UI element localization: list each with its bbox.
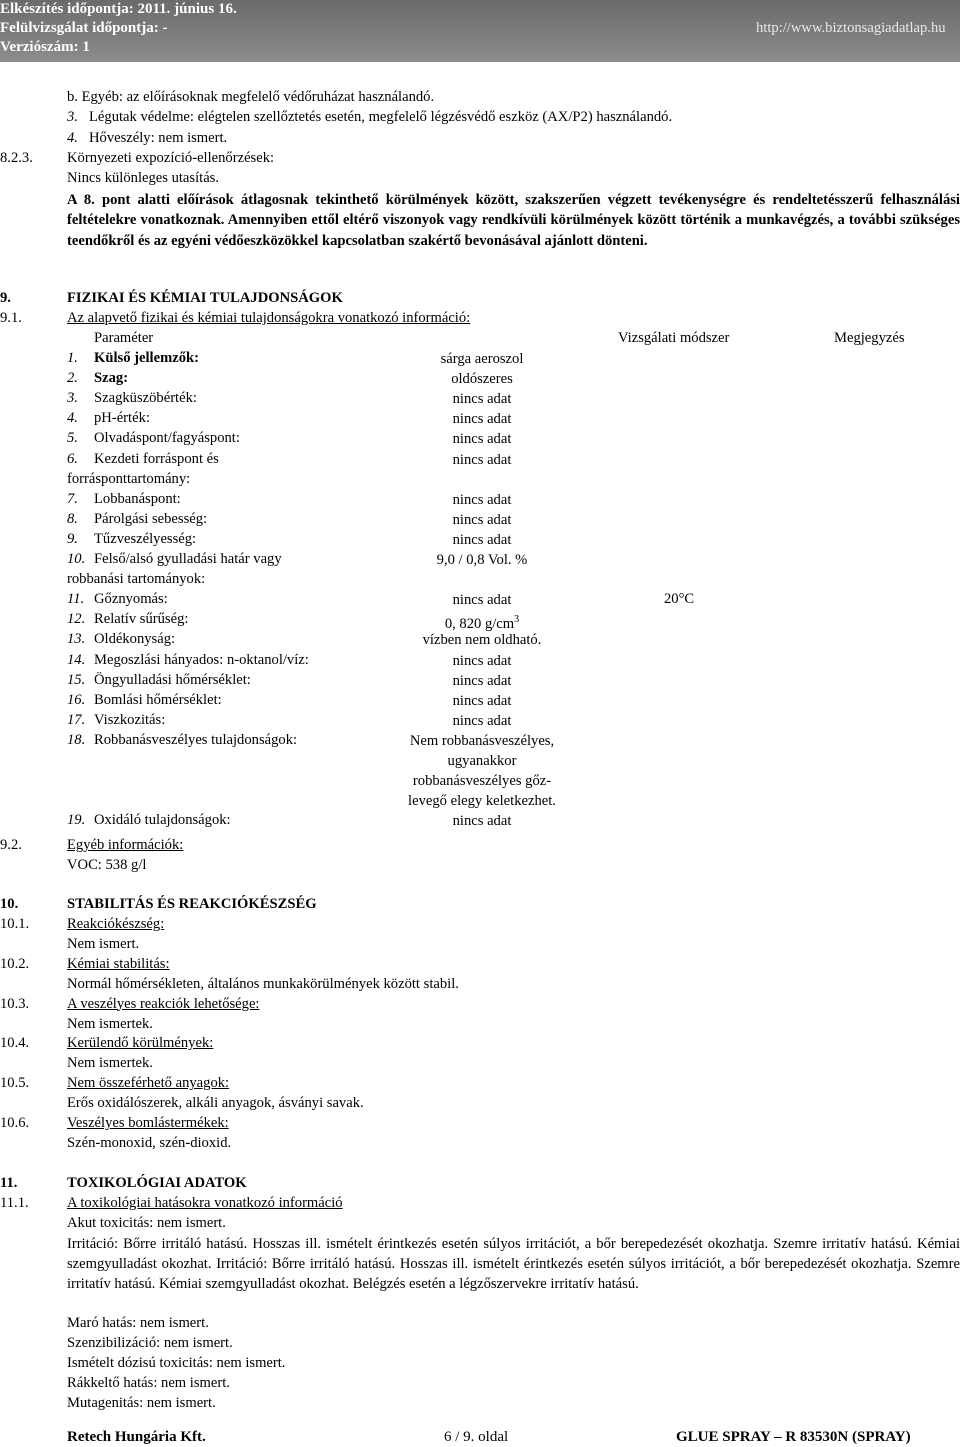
section8-note [67, 190, 960, 251]
property-num: 7. [67, 490, 78, 507]
section-num: 10. [0, 896, 19, 912]
property-num: 2. [67, 370, 78, 387]
property-label: Relatív sűrűség: [94, 611, 189, 628]
section9-title: FIZIKAI ÉS KÉMIAI TULAJDONSÁGOK [67, 290, 343, 306]
section-num: 10.2. [0, 955, 30, 972]
subsection-title: Veszélyes bomlástermékek: [67, 1115, 229, 1131]
col-header-method: Vizsgálati módszer [618, 330, 730, 346]
property-value [382, 811, 582, 831]
col-header-param: Paraméter [94, 330, 154, 346]
property-num: 12. [67, 611, 86, 628]
property-value-text: nincs adat [452, 491, 512, 508]
property-value-sup: 3 [514, 614, 520, 626]
col-header-note: Megjegyzés [834, 330, 905, 346]
property-label: Robbanásveszélyes tulajdonságok: [94, 731, 298, 748]
property-num: 8. [67, 510, 78, 527]
property-label: Viszkozitás: [94, 711, 166, 728]
property-num: 15. [67, 671, 86, 688]
irritation-text: Irritáció: Bőrre irritáló hatású. Hosszas ill. ismételt érintkezés esetén súlyos irritációt, a bőr berepedezését okozhatja. Szemre irritatív hatású. Kémiai szemgyulladást okozhat. Irritáció: Bőrre irritáló hatású. Hosszas ill. ismételt érintkezés esetén súlyos irritációt, a bőr berepedezését okozhatja. Szemre irritatív hatású. Kémiai szemgyulladást okozhat. Belégzés esetén a légzőszervekre irritatív hatású. [67, 1236, 960, 1293]
property-value: robbanásveszélyes gőz- [412, 772, 552, 789]
property-note: 20°C [664, 591, 695, 608]
env-exposure-title: Környezeti expozíció-ellenőrzések: [67, 150, 275, 166]
property-value: Nem robbanásveszélyes, [409, 732, 555, 749]
property-value [382, 510, 582, 530]
subsection-title: Kerülendő körülmények: [67, 1035, 214, 1052]
subsection-title: Reakciókészség: [67, 916, 165, 932]
note-part2: Amennyiben ettől eltérő viszonyok vagy rendkívüli körülmények között történik a munkavégzés, a további szükséges teendőkről és az egyéni védőeszközökkel kapcsolatban szakértő bevonásával ajánlott dönteni. [67, 212, 960, 249]
property-label: Kezdeti forráspont és [94, 450, 219, 467]
property-value-text: vízben nem oldható. [422, 632, 542, 649]
property-value-text: oldószeres [451, 371, 513, 388]
property-value: levegő elegy keletkezhet. [408, 792, 556, 809]
subsection-title: Nem összeférhető anyagok: [67, 1075, 230, 1092]
thermal-hazard: Hőveszély: nem ismert. [89, 130, 228, 146]
property-value [382, 691, 582, 711]
property-value [382, 590, 582, 610]
property-label: Bomlási hőmérséklet: [94, 691, 222, 708]
property-num: 14. [67, 651, 86, 668]
item-num: 3. [67, 109, 78, 125]
property-value-text: sárga aeroszol [440, 351, 524, 367]
section-num: 10.3. [0, 995, 30, 1012]
subsection-text: Nem ismert. [67, 936, 140, 952]
property-label: Gőznyomás: [94, 591, 168, 608]
section-num: 9. [0, 290, 11, 306]
property-num: 3. [67, 390, 78, 407]
property-num: 16. [67, 691, 86, 708]
property-label: Tűzveszélyesség: [94, 530, 197, 547]
property-value-text: nincs adat [452, 692, 512, 709]
property-value-text: nincs adat [452, 511, 512, 528]
property-num: 6. [67, 450, 78, 467]
property-num: 10. [67, 551, 86, 567]
property-value-text: nincs adat [452, 431, 512, 448]
property-value [382, 490, 582, 510]
property-value [382, 450, 582, 470]
property-num: 4. [67, 410, 78, 427]
property-value-text: 0, 820 g/cm [444, 616, 515, 633]
voc-value: VOC: 538 g/l [67, 857, 147, 873]
property-label-cont: robbanási tartományok: [67, 571, 206, 587]
property-num: 9. [67, 530, 78, 547]
sensitization: Szenzibilizáció: nem ismert. [67, 1335, 233, 1351]
property-label: Megoszlási hányados: n-oktanol/víz: [94, 651, 309, 668]
property-value-text: nincs adat [452, 672, 512, 689]
section-num: 10.1. [0, 916, 30, 932]
section-num: 11.1. [0, 1195, 29, 1211]
note-part1: A 8. pont alatti előírások átlagosnak tekinthető körülmények között, szakszerűen végzett tevékenységre és rendeltetésszerű felhasználási feltételekre vonatkoznak. [67, 192, 960, 229]
property-value [382, 530, 582, 550]
s91-title: Az alapvető fizikai és kémiai tulajdonságokra vonatkozó információ: [67, 310, 471, 326]
property-label: Felső/alsó gyulladási határ vagy [94, 551, 282, 567]
section-num: 11. [0, 1175, 18, 1191]
carcinogenicity: Rákkeltő hatás: nem ismert. [67, 1375, 230, 1391]
section-num: 10.6. [0, 1115, 30, 1131]
review-date: Felülvizsgálat időpontja: - [0, 20, 168, 36]
subsection-title: Kémiai stabilitás: [67, 955, 170, 972]
property-label: Párolgási sebesség: [94, 510, 208, 527]
corrosive-effect: Maró hatás: nem ismert. [67, 1315, 209, 1331]
property-value-text: nincs adat [452, 712, 512, 729]
property-label: Oxidáló tulajdonságok: [94, 812, 231, 829]
ppe-item-b: b. Egyéb: az előírásoknak megfelelő védőruházat használandó. [67, 89, 435, 105]
mutagenicity: Mutagenitás: nem ismert. [67, 1395, 216, 1411]
subsection-text: Erős oxidálószerek, alkáli anyagok, ásványi savak. [67, 1095, 364, 1112]
property-value [382, 630, 582, 650]
property-value [382, 349, 582, 369]
version: Verziószám: 1 [0, 39, 90, 55]
property-value-text: 9,0 / 0,8 Vol. % [436, 552, 528, 568]
property-value-text: nincs adat [452, 592, 512, 609]
subsection-text: Nem ismertek. [67, 1015, 153, 1032]
property-num: 18. [67, 731, 86, 748]
section11-title: TOXIKOLÓGIAI ADATOK [67, 1175, 247, 1191]
s111-title: A toxikológiai hatásokra vonatkozó információ [67, 1195, 343, 1211]
property-value [382, 389, 582, 409]
property-value-text: nincs adat [452, 652, 512, 669]
property-num: 5. [67, 430, 78, 447]
subsection-title: A veszélyes reakciók lehetősége: [67, 995, 260, 1012]
section10-title: STABILITÁS ÉS REAKCIÓKÉSZSÉG [67, 896, 317, 912]
footer-product: GLUE SPRAY – R 83530N (SPRAY) [676, 1429, 911, 1445]
property-num: 11. [67, 591, 85, 608]
property-value-text: nincs adat [452, 451, 512, 468]
property-label: pH-érték: [94, 410, 150, 427]
section-num: 9.2. [0, 837, 22, 853]
section-num: 10.5. [0, 1075, 30, 1092]
property-value-text: nincs adat [452, 531, 512, 548]
property-value [382, 409, 582, 429]
subsection-text: Szén-monoxid, szén-dioxid. [67, 1135, 232, 1151]
site-url-link[interactable]: http://www.biztonsagiadatlap.hu [756, 20, 946, 36]
footer-company: Retech Hungária Kft. [67, 1429, 206, 1445]
property-label-cont: forrásponttartomány: [67, 470, 191, 487]
section-num: 10.4. [0, 1035, 30, 1052]
property-label: Lobbanáspont: [94, 490, 181, 507]
property-value [382, 651, 582, 671]
property-label: Külső jellemzők: [94, 350, 199, 366]
property-num: 13. [67, 631, 86, 648]
property-num: 17. [67, 711, 86, 728]
section-num: 8.2.3. [0, 150, 33, 166]
item-num: 4. [67, 130, 78, 146]
property-label: Öngyulladási hőmérséklet: [94, 671, 251, 688]
env-exposure-text: Nincs különleges utasítás. [67, 170, 219, 186]
property-value [382, 671, 582, 691]
property-value [382, 369, 582, 389]
property-label: Szagküszöbérték: [94, 390, 197, 407]
property-value [382, 711, 582, 731]
property-num: 1. [67, 350, 78, 366]
property-value-text: nincs adat [452, 391, 512, 408]
acute-toxicity: Akut toxicitás: nem ismert. [67, 1215, 226, 1231]
respiratory-protection: Légutak védelme: elégtelen szellőztetés esetén, megfelelő légzésvédő eszköz (AX/P2) használandó. [89, 109, 673, 125]
property-label: Szag: [94, 370, 129, 387]
section-num: 9.1. [0, 310, 22, 326]
property-label: Oldékonyság: [94, 631, 176, 648]
property-value-text: nincs adat [452, 813, 512, 830]
subsection-text: Nem ismertek. [67, 1055, 153, 1072]
s92-title: Egyéb információk: [67, 837, 184, 853]
footer-page: 6 / 9. oldal [444, 1429, 509, 1445]
property-label: Olvadáspont/fagyáspont: [94, 430, 240, 447]
repeated-dose: Ismételt dózisú toxicitás: nem ismert. [67, 1355, 286, 1371]
property-value [382, 429, 582, 449]
created-date: Elkészítés időpontja: 2011. június 16. [0, 1, 237, 17]
property-value [382, 550, 582, 570]
property-value-text: nincs adat [452, 411, 512, 428]
property-num: 19. [67, 812, 86, 829]
subsection-text: Normál hőmérsékleten, általános munkakörülmények között stabil. [67, 975, 459, 992]
property-value: ugyanakkor [447, 752, 517, 769]
